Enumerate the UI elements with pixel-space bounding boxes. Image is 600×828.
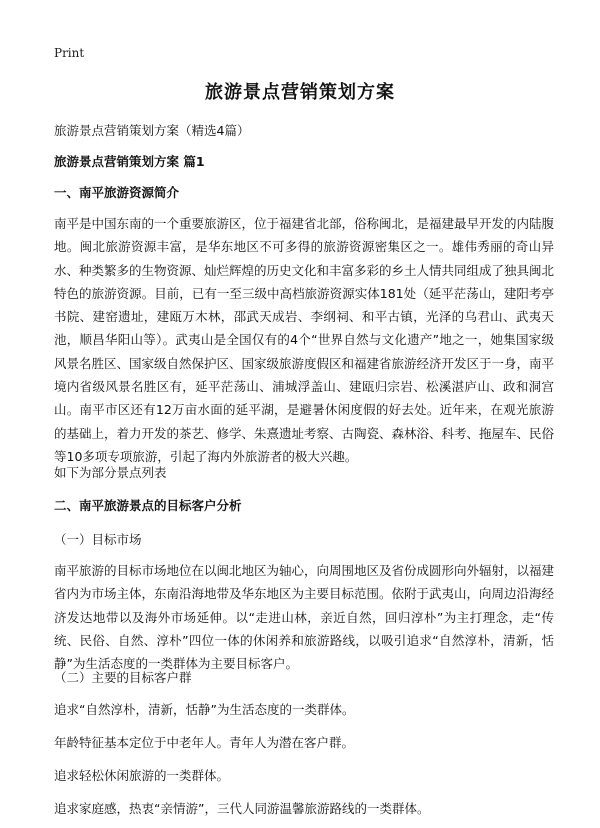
heading-resources: 一、南平旅游资源简介 [54, 185, 180, 200]
print-link[interactable]: Print [54, 46, 85, 60]
note-scenic-list: 如下为部分景点列表 [54, 465, 167, 480]
heading-target-analysis: 二、南平旅游景点的目标客户分析 [54, 498, 242, 513]
paragraph-resources: 南平是中国东南的一个重要旅游区，位于福建省北部，俗称闽北，是福建最早开发的内陆腹地。闽北旅游资源丰富，是华东地区不可多得的旅游资源密集区之一。雄伟秀丽的奇山异水、种类繁多的生物资源、灿烂辉煌的历史文化和丰富多彩的乡土人情共同组成了独具闽北特色的旅游资源。目前，已有一至三级中高档旅游资源实体181处（延平茫荡山，建阳考亭书院、建窑遗址，建瓯万木林，邵武天成岩、李纲祠、和平古镇，光泽的乌君山、武夷天池，顺昌华阳山等）。武夷山是全国仅有的4个“世界自然与文化遗产”地之一，她集国家级风景名胜区、国家级自然保护区、国家级旅游度假区和福建省旅游经济开发区于一身，南平境内省级风景名胜区有，延平茫荡山、浦城浮盖山、建瓯归宗岩、松溪湛庐山、政和洞宫山。南平市区还有12万亩水面的延平湖，是避暑休闲度假的好去处。近年来，在观光旅游的基础上，着力开发的茶艺、修学、朱熹遗址考察、古陶瓷、森林浴、科考、拖屋车、民俗等10多项专项旅游，引起了海内外旅游者的极大兴趣。 [54, 216, 555, 464]
document-title: 旅游景点营销策划方案 [205, 82, 395, 103]
list-item: 追求“自然淳朴，清新，恬静”为生活态度的一类群体。 [54, 702, 355, 717]
paragraph-target-market: 南平旅游的目标市场地位在以闽北地区为轴心，向周围地区及省份成圆形向外辐射，以福建省内为市场主体，东南沿海地带及华东地区为主要目标范围。依附于武夷山，向周边沿海经济发达地带以及海外市场延伸。以“走进山林，亲近自然，回归淳朴”为主打理念，走“传统、民俗、自然、淳朴”四位一体的休闲养和旅游路线，以吸引追求“自然淳朴，清新，恬静”为生活态度的一类群体为主要目标客户。 [54, 563, 555, 672]
section-title: 旅游景点营销策划方案 篇1 [54, 154, 205, 169]
subheading-target-customers: （二）主要的目标客户群 [54, 670, 192, 685]
list-item: 年龄特征基本定位于中老年人。青年人为潜在客户群。 [54, 735, 355, 750]
list-item: 追求家庭感，热衷“亲情游”，三代人同游温馨旅游路线的一类群体。 [54, 801, 430, 816]
document-subtitle: 旅游景点营销策划方案（精选4篇） [54, 123, 250, 138]
subheading-target-market: （一）目标市场 [54, 532, 142, 547]
list-item: 追求轻松休闲旅游的一类群体。 [54, 768, 230, 783]
